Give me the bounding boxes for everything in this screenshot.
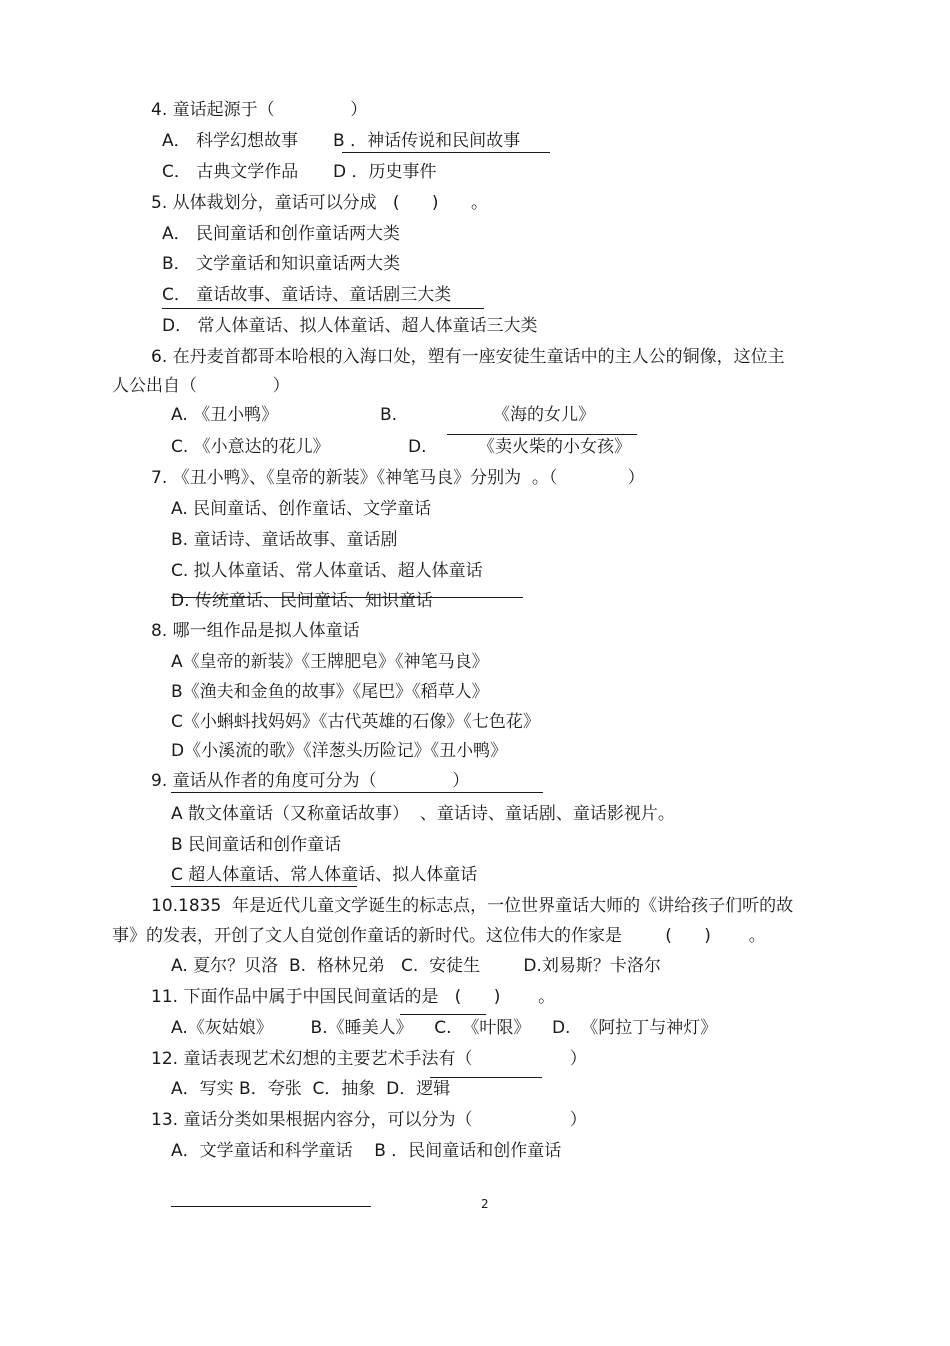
answer-underline [400, 1014, 486, 1015]
question-5-option-b: B． 文学童话和知识童话两大类 [162, 254, 401, 274]
answer-underline [171, 886, 357, 887]
question-10-stem-line1: 10.1835 年是近代儿童文学诞生的标志点，一位世界童话大师的《讲给孩子们听的故 [151, 896, 794, 916]
question-8-option-a: A《皇帝的新装》《王牌肥皂》《神笔马良》 [171, 652, 489, 672]
question-8-option-d: D《小溪流的歌》《洋葱头历险记》《丑小鸭》 [171, 741, 508, 761]
question-7-stem: 7. 《丑小鸭》、《皇帝的新装》《神笔马良》分别为 。（ ） [151, 468, 645, 488]
question-8-option-b: B《渔夫和金鱼的故事》《尾巴》《稻草人》 [171, 682, 489, 702]
question-5-stem: 5. 从体裁划分，童话可以分成 ( ) 。 [151, 193, 488, 213]
question-9-stem: 9. 童话从作者的角度可分为（ ） [151, 771, 470, 791]
question-6-stem-line2: 人公出自（ ） [112, 376, 290, 396]
question-12-options: A．写实 B．夸张 C．抽象 D．逻辑 [171, 1079, 451, 1099]
question-11-options: A.《灰姑娘》 B.《睡美人》 C. 《叶限》 D. 《阿拉丁与神灯》 [171, 1018, 718, 1038]
question-4-option-a: A． 科学幻想故事 [162, 131, 299, 151]
question-7-option-c: C. 拟人体童话、常人体童话、超人体童话 [171, 561, 483, 581]
question-13-stem: 13. 童话分类如果根据内容分，可以分为（ ） [151, 1110, 587, 1130]
question-10-options: A. 夏尔？贝洛 B. 格林兄弟 C. 安徒生 D.刘易斯？卡洛尔 [171, 956, 661, 976]
question-10-stem-line2: 事》的发表，开创了文人自觉创作童话的新时代。这位伟大的作家是 ( ) 。 [112, 926, 766, 946]
question-7-option-a: A. 民间童话、创作童话、文学童话 [171, 499, 432, 519]
question-4-stem: 4. 童话起源于（ ） [151, 100, 368, 120]
question-4-option-c: C． 古典文学作品 [162, 162, 299, 182]
question-6-option-d-label: D. [408, 437, 427, 457]
question-4-option-b: B ．神话传说和民间故事 [333, 131, 521, 151]
question-5-option-c: C． 童话故事、童话诗、童话剧三大类 [162, 285, 452, 305]
question-5-option-a: A． 民间童话和创作童话两大类 [162, 224, 401, 244]
question-12-stem: 12. 童话表现艺术幻想的主要艺术手法有（ ） [151, 1049, 587, 1069]
question-9-option-b: B 民间童话和创作童话 [171, 835, 342, 855]
question-6-option-d: 《卖火柴的小女孩》 [478, 437, 631, 457]
question-6-option-a: A. 《丑小鸭》 [171, 405, 279, 425]
question-13-options: A．文学童话和科学童话 B ．民间童话和创作童话 [171, 1141, 562, 1161]
question-6-option-c: C. 《小意达的花儿》 [171, 437, 330, 457]
question-6-option-b: 《海的女儿》 [493, 405, 595, 425]
answer-underline [447, 434, 637, 435]
question-11-stem: 11. 下面作品中属于中国民间童话的是 ( ) 。 [151, 987, 556, 1007]
footnote-divider [171, 1206, 371, 1207]
question-9-option-c: C 超人体童话、常人体童话、拟人体童话 [171, 865, 478, 885]
question-8-option-c: C《小蝌蚪找妈妈》《古代英雄的石像》《七色花》 [171, 712, 540, 732]
answer-underline [342, 152, 550, 153]
page-number: 2 [481, 1197, 489, 1211]
question-8-stem: 8. 哪一组作品是拟人体童话 [151, 621, 360, 641]
answer-underline [171, 792, 543, 793]
question-4-option-d: D ．历史事件 [333, 162, 437, 182]
answer-underline [162, 308, 484, 309]
question-7-option-b: B. 童话诗、童话故事、童话剧 [171, 530, 398, 550]
question-9-option-a: A 散文体童话（又称童话故事） 、童话诗、童话剧、童话影视片。 [171, 804, 675, 824]
question-5-option-d: D． 常人体童话、拟人体童话、超人体童话三大类 [162, 316, 538, 336]
question-6-option-b-label: B. [380, 405, 398, 425]
question-6-stem-line1: 6. 在丹麦首都哥本哈根的入海口处，塑有一座安徒生童话中的主人公的铜像，这位主 [151, 347, 785, 367]
question-7-option-d: D. 传统童话、民间童话、知识童话 [171, 591, 433, 611]
